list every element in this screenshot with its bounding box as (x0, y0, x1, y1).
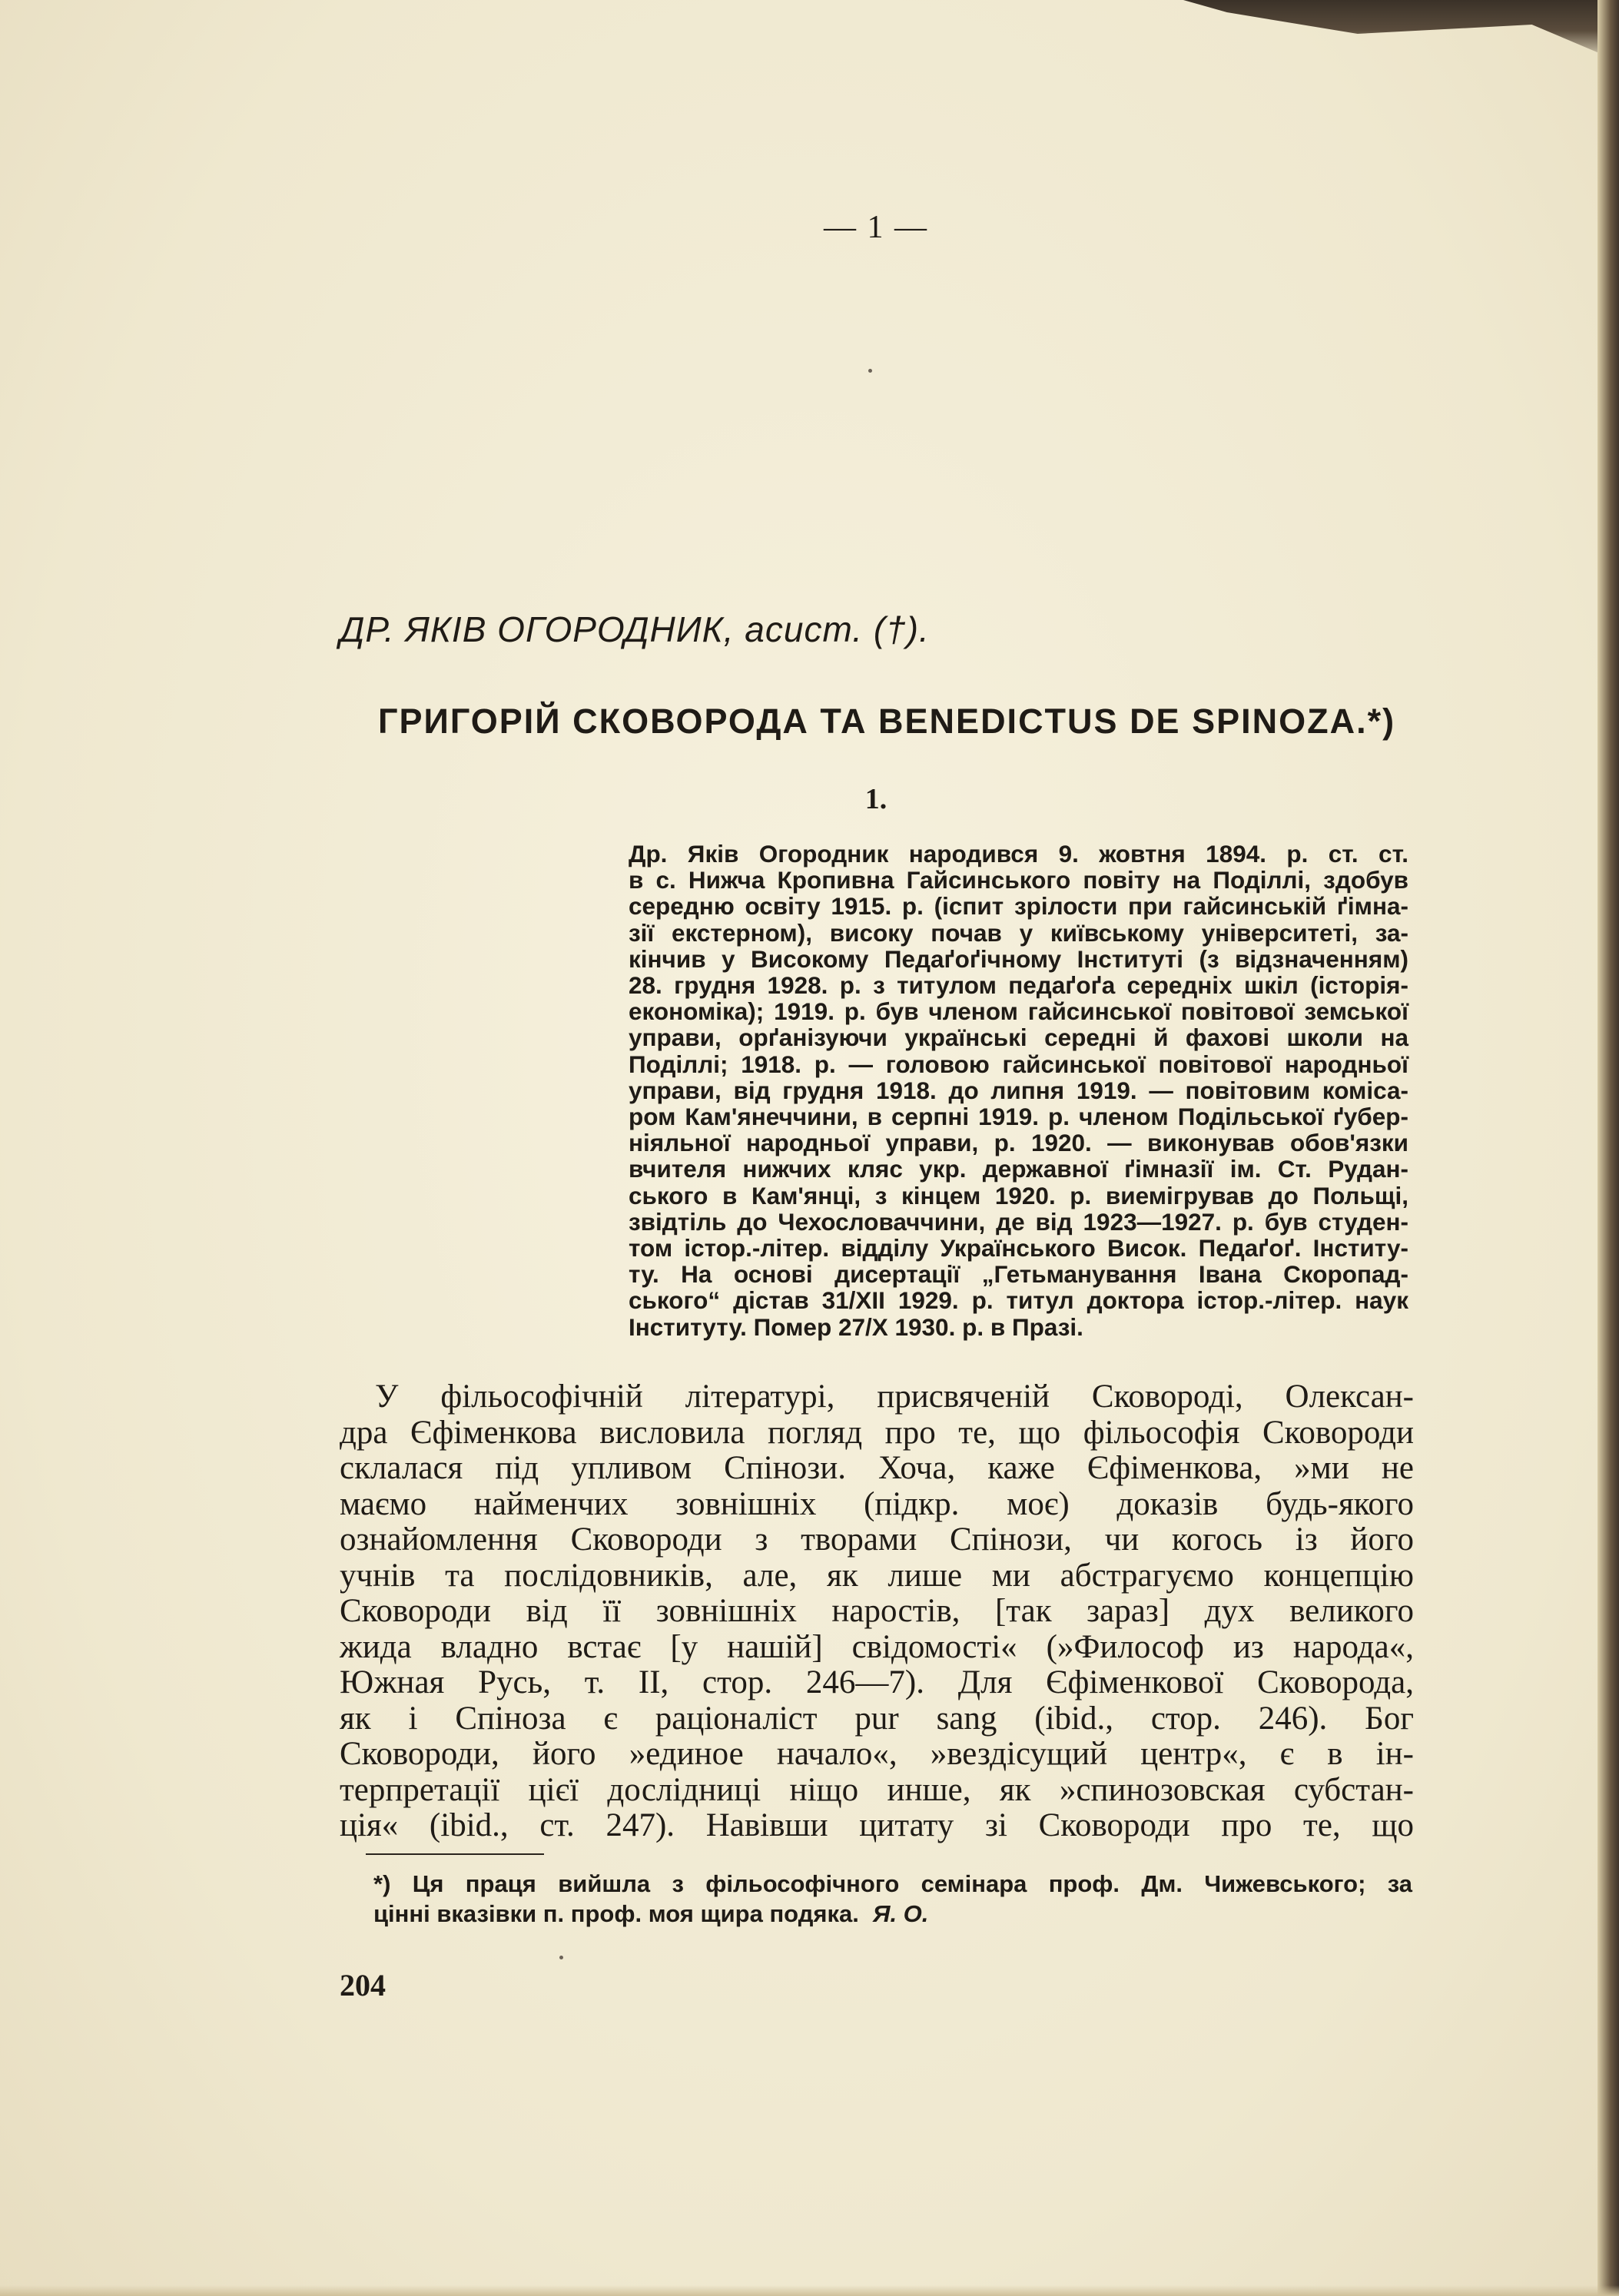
body-text (340, 1379, 1414, 1844)
footnote (373, 1869, 1412, 1929)
print-speck (559, 1956, 563, 1959)
footnote-divider (366, 1853, 544, 1855)
bio-line: управи, орґанізуючи українські середні й фахові школи на (629, 1024, 1408, 1052)
footnote-line-text: цінні вказівки п. проф. моя щира подяка. (373, 1900, 859, 1927)
footnote-signature: Я. О. (872, 1900, 929, 1927)
bio-line: Поділлі; 1918. р. — головою гайсинської повітової народньої (629, 1050, 1408, 1078)
bio-line: ніяльної народньої управи, р. 1920. — виконував обов'язки (629, 1129, 1408, 1157)
body-line: як і Спіноза є раціоналіст pur sang (ibid., стор. 246). Бог (340, 1700, 1414, 1737)
print-speck (868, 369, 872, 373)
body-line: У фільософічній літературі, присвяченій Сковороді, Олексан- (375, 1379, 1414, 1415)
section-number: 1. (864, 783, 887, 815)
bio-line: 28. грудня 1928. р. з титулом педаґоґа середніх шкіл (історія- (629, 971, 1408, 1000)
bio-line: ського“ дістав 31/XII 1929. р. титул доктора істор.-літер. наук (629, 1286, 1408, 1315)
bio-line: кінчив у Високому Педаґоґічному Інституті (з відзначенням) (629, 944, 1408, 973)
bio-line: економіка); 1919. р. був членом гайсинської повітової земської (629, 997, 1408, 1026)
body-line: терпретації цієї дослідниці ніщо инше, як »спинозовская субстан- (340, 1771, 1414, 1808)
bio-line: ського в Кам'янці, з кінцем 1920. р. виемігрував до Польщі, (629, 1181, 1408, 1209)
body-line: учнів та послідовників, але, як лише ми абстрагуємо концепцію (340, 1557, 1414, 1594)
running-page-marker: — 1 — (824, 210, 928, 245)
bio-line: ром Кам'янеччини, в серпні 1919. р. членом Подільської ґубер- (629, 1103, 1408, 1131)
body-line: маємо найменчих зовнішніх (підкр. моє) доказів будь-якого (340, 1485, 1414, 1522)
bio-line: в с. Нижча Кропивна Гайсинського повіту на Поділлі, здобув (629, 866, 1408, 894)
page-right-edge-shadow (1597, 0, 1619, 2296)
body-line: Сковороди, його »единое начало«, »вездісущий центр«, є в ін- (340, 1736, 1414, 1772)
bio-line: том істор.-літер. відділу Українського Висок. Педаґоґ. Інститу- (629, 1234, 1408, 1262)
body-line: жида владно встає [у нашій] свідомості« (»Философ из народа«, (340, 1628, 1414, 1665)
bio-line: ту. На основі дисертації „Гетьманування Івана Скоропад- (629, 1260, 1408, 1289)
body-line: дра Єфіменкова висловила погляд про те, що фільософія Сковороди (340, 1414, 1414, 1451)
bio-line: вчителя нижчих кляс укр. державної ґімназії ім. Ст. Рудан- (629, 1155, 1408, 1183)
body-line: Сковороди від її зовнішніх наростів, [так зараз] дух великого (340, 1593, 1414, 1629)
footnote-line: *) Ця праця вийшла з фільософічного семінара проф. Дм. Чижевського; за (373, 1870, 1412, 1897)
bio-line: зії екстерном), високу почав у київському університеті, за- (629, 918, 1408, 947)
page-number: 204 (340, 1968, 386, 2002)
bio-line: звідтіль до Чехословаччини, де від 1923—1927. р. був студен- (629, 1207, 1408, 1236)
page-top-edge-shadow (1183, 0, 1619, 61)
author-biography (629, 841, 1408, 1340)
footnote-line (373, 1899, 1412, 1929)
body-line: ознайомлення Сковороди з творами Спінози, чи когось із його (340, 1521, 1414, 1558)
body-line: склалася під упливом Спінози. Хоча, каже Єфіменкова, »ми не (340, 1450, 1414, 1486)
article-title: ГРИГОРІЙ СКОВОРОДА ТА BENEDICTUS DE SPINOZA.*) (378, 702, 1396, 741)
body-line: ція« (ibid., ст. 247). Навівши цитату зі Сковороди про те, що (340, 1807, 1414, 1843)
body-line: Южная Русь, т. II, стор. 246—7). Для Єфіменкової Сковорода, (340, 1664, 1414, 1700)
bio-line: Др. Яків Огородник народився 9. жовтня 1894. р. ст. ст. (629, 840, 1408, 868)
bio-line: середню освіту 1915. р. (іспит зрілости при гайсинській ґімна- (629, 892, 1408, 921)
author-line: ДР. ЯКІВ ОГОРОДНИК, асист. (†). (340, 609, 930, 649)
bio-line: управи, від грудня 1918. до липня 1919. — повітовим коміса- (629, 1076, 1408, 1104)
page-bottom-edge (0, 2285, 1619, 2296)
bio-line: Інституту. Помер 27/X 1930. р. в Празі. (629, 1312, 1083, 1341)
